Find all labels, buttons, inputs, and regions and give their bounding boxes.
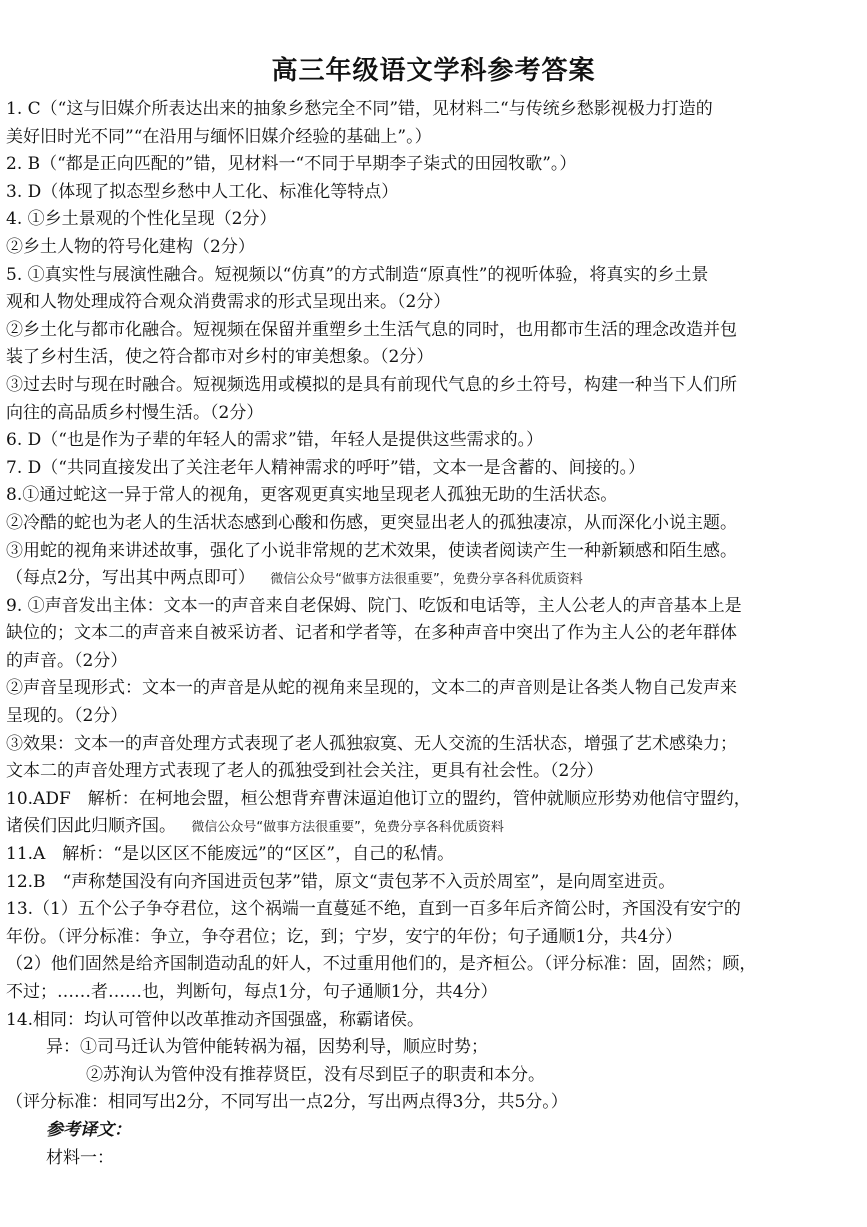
translation-heading: 参考译文： bbox=[46, 1119, 131, 1140]
answer-line: 美好旧时光不同”“在沿用与缅怀旧媒介经验的基础上”。） bbox=[6, 126, 432, 147]
answer-line: 不过；……者……也，判断句，每点1分，句子通顺1分，共4分） bbox=[6, 982, 498, 1002]
answer-line: 3. D（体现了拟态型乡愁中人工化、标准化等特点） bbox=[6, 181, 399, 202]
answer-line: ③效果：文本一的声音处理方式表现了老人孤独寂寞、无人交流的生活状态，增强了艺术感染力； bbox=[6, 733, 737, 754]
answer-line: ③用蛇的视角来讲述故事，强化了小说非常规的艺术效果，使读者阅读产生一种新颖感和陌生感。 bbox=[6, 540, 737, 561]
answer-line: ②冷酷的蛇也为老人的生活状态感到心酸和伤感，更突显出老人的孤独凄凉，从而深化小说主题。 bbox=[6, 512, 737, 533]
scoring-note: （每点2分，写出其中两点即可） bbox=[6, 568, 255, 589]
answer-line: 的声音。（2分） bbox=[6, 650, 128, 671]
answer-line: 文本二的声音处理方式表现了老人的孤独受到社会关注，更具有社会性。（2分） bbox=[6, 761, 604, 782]
answer-line: 13.（1）五个公子争夺君位，这个祸端一直蔓延不绝，直到一百多年后齐简公时，齐国没有安宁的 bbox=[6, 899, 741, 920]
answer-line: 9. ①声音发出主体：文本一的声音来自老保姆、院门、吃饭和电话等，主人公老人的声音基本上是 bbox=[6, 595, 742, 616]
answer-text: 诸侯们因此归顺齐国。 bbox=[6, 816, 176, 837]
scoring-note: （评分标准：相同写出2分，不同写出一点2分，写出两点得3分，共5分。） bbox=[6, 1092, 568, 1113]
answer-line: ②声音呈现形式：文本一的声音是从蛇的视角来呈现的，文本二的声音则是让各类人物自己发声来 bbox=[6, 678, 737, 699]
answer-line: ③过去时与现在时融合。短视频选用或模拟的是具有前现代气息的乡土符号，构建一种当下人们所 bbox=[6, 374, 737, 395]
answer-line: 7. D（“共同直接发出了关注老年人精神需求的呼吁”错，文本一是含蓄的、间接的。） bbox=[6, 457, 646, 478]
answer-line: ②苏洵认为管仲没有推荐贤臣，没有尽到臣子的职责和本分。 bbox=[86, 1064, 545, 1085]
scoring-note-line bbox=[6, 565, 856, 593]
answer-line: 呈现的。（2分） bbox=[6, 706, 128, 727]
answer-line: 8.①通过蛇这一异于常人的视角，更客观更真实地呈现老人孤独无助的生活状态。 bbox=[6, 485, 618, 506]
answer-line: 11.A 解析：“是以区区不能废远”的“区区”，自己的私情。 bbox=[6, 844, 455, 865]
answer-line: 异：①司马迁认为管仲能转祸为福，因势利导，顺应时势； bbox=[46, 1037, 488, 1058]
material-label: 材料一： bbox=[46, 1147, 114, 1168]
answer-line: 5. ①真实性与展演性融合。短视频以“仿真”的方式制造“原真性”的视听体验，将真实的乡土景 bbox=[6, 264, 709, 285]
page-title: 高三年级语文学科参考答案 bbox=[271, 56, 596, 86]
scoring-note-line bbox=[6, 813, 856, 841]
answer-line: 1. C（“这与旧媒介所表达出来的抽象乡愁完全不同”错，见材料二“与传统乡愁影视极力打造的 bbox=[6, 99, 713, 119]
answer-line: 年份。（评分标准：争立，争夺君位；讫，到；宁岁，安宁的年份；句子通顺1分，共4分） bbox=[6, 926, 683, 947]
answer-line: 缺位的；文本二的声音来自被采访者、记者和学者等，在多种声音中突出了作为主人公的老年群体 bbox=[6, 623, 737, 644]
answer-content bbox=[6, 96, 856, 1172]
answer-line: 观和人物处理成符合观众消费需求的形式呈现出来。（2分） bbox=[6, 292, 451, 313]
answer-line: 12.B “声称楚国没有向齐国进贡包茅”错，原文“责包茅不入贡於周室”，是向周室进贡。 bbox=[6, 871, 676, 892]
answer-line: 10.ADF 解析：在柯地会盟，桓公想背弃曹沫逼迫他订立的盟约，管仲就顺应形势劝他信守盟约， bbox=[6, 788, 751, 809]
watermark-text: 微信公众号“做事方法很重要”，免费分享各科优质资料 bbox=[191, 820, 504, 836]
answer-line: 向往的高品质乡村慢生活。（2分） bbox=[6, 402, 264, 423]
watermark-text: 微信公众号“做事方法很重要”，免费分享各科优质资料 bbox=[270, 572, 583, 588]
answer-line: ②乡土人物的符号化建构（2分） bbox=[6, 236, 255, 257]
answer-line: 4. ①乡土景观的个性化呈现（2分） bbox=[6, 209, 277, 230]
answer-line: 装了乡村生活，使之符合都市对乡村的审美想象。（2分） bbox=[6, 347, 434, 368]
answer-line: 2. B（“都是正向匹配的”错，见材料一“不同于早期李子柒式的田园牧歌”。） bbox=[6, 154, 577, 175]
answer-line: 14.相同：均认可管仲以改革推动齐国强盛，称霸诸侯。 bbox=[6, 1009, 425, 1030]
answer-line: ②乡土化与都市化融合。短视频在保留并重塑乡土生活气息的同时，也用都市生活的理念改造并包 bbox=[6, 319, 737, 340]
answer-line: （2）他们固然是给齐国制造动乱的奸人，不过重用他们的，是齐桓公。（评分标准：固，固然；顾， bbox=[6, 954, 757, 975]
answer-line: 6. D（“也是作为子辈的年轻人的需求”错，年轻人是提供这些需求的。） bbox=[6, 430, 544, 451]
